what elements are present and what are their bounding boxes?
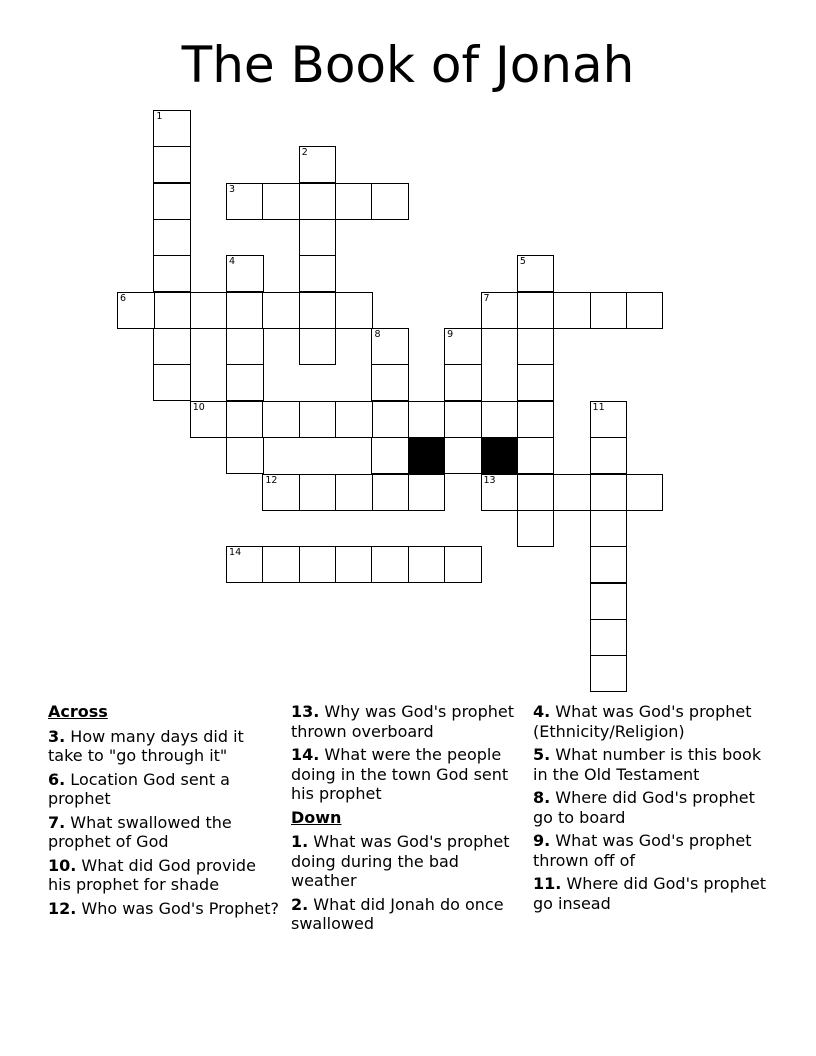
crossword-cell[interactable]: [226, 292, 264, 329]
clues-column-2: [291, 702, 523, 938]
crossword-cell[interactable]: [444, 401, 482, 438]
crossword-cell[interactable]: [590, 583, 628, 620]
crossword-cell[interactable]: [226, 364, 264, 401]
crossword-cell[interactable]: [590, 474, 628, 511]
crossword-cell[interactable]: [371, 401, 409, 438]
crossword-cell[interactable]: [444, 546, 482, 583]
cell-number: 8: [374, 329, 381, 341]
clue-text: What was God's prophet thrown off of: [533, 831, 752, 870]
crossword-cell[interactable]: [371, 474, 409, 511]
cell-number: 3: [229, 183, 236, 195]
crossword-cell[interactable]: [517, 364, 555, 401]
crossword-cell[interactable]: [444, 364, 482, 401]
crossword-cell[interactable]: [153, 328, 191, 365]
crossword-cell[interactable]: [335, 474, 373, 511]
crossword-cell[interactable]: [262, 546, 300, 583]
crossword-cell[interactable]: [262, 401, 300, 438]
cell-number: 6: [120, 292, 127, 304]
crossword-cell[interactable]: [590, 510, 628, 547]
crossword-cell[interactable]: [299, 328, 337, 365]
clue-number: 13.: [291, 702, 320, 721]
crossword-cell[interactable]: [335, 292, 373, 329]
crossword-cell[interactable]: [226, 546, 264, 583]
clue-1-down: [291, 832, 523, 891]
crossword-cell[interactable]: [590, 619, 628, 656]
crossword-cell[interactable]: [335, 546, 373, 583]
crossword-cell[interactable]: [444, 328, 482, 365]
crossword-cell[interactable]: [517, 255, 555, 292]
crossword-cell[interactable]: [226, 183, 264, 220]
crossword-cell[interactable]: [262, 292, 300, 329]
crossword-block: [481, 437, 519, 474]
crossword-cell[interactable]: [626, 474, 664, 511]
cell-number: 9: [447, 329, 454, 341]
crossword-cell[interactable]: [153, 292, 191, 329]
clue-number: 11.: [533, 874, 562, 893]
crossword-cell[interactable]: [299, 292, 337, 329]
clue-text: Where did God's prophet go insead: [533, 874, 766, 913]
crossword-cell[interactable]: [299, 146, 337, 183]
clue-number: 8.: [533, 788, 551, 807]
clue-number: 1.: [291, 832, 309, 851]
clue-6-across: [48, 770, 280, 809]
clue-text: What was God's prophet (Ethnicity/Religion): [533, 702, 752, 741]
clue-number: 9.: [533, 831, 551, 850]
crossword-block: [408, 437, 446, 474]
crossword-cell[interactable]: [517, 510, 555, 547]
crossword-cell[interactable]: [153, 364, 191, 401]
crossword-cell[interactable]: [408, 546, 446, 583]
cell-number: 1: [156, 111, 163, 122]
crossword-cell[interactable]: [481, 474, 519, 511]
clue-text: What number is this book in the Old Testament: [533, 745, 762, 784]
crossword-cell[interactable]: [590, 292, 628, 329]
down-heading: Down: [291, 807, 342, 827]
clue-number: 7.: [48, 812, 66, 832]
crossword-cell[interactable]: [517, 474, 555, 511]
crossword-cell[interactable]: [553, 292, 591, 329]
clue-number: 6.: [48, 769, 66, 789]
clues-column-3: [533, 702, 773, 917]
crossword-cell[interactable]: [190, 292, 228, 329]
crossword-cell[interactable]: [517, 292, 555, 329]
clue-number: 10.: [48, 855, 77, 875]
crossword-cell[interactable]: [299, 401, 337, 438]
clue-text: Who was God's Prophet?: [76, 898, 280, 918]
crossword-cell[interactable]: [153, 183, 191, 220]
crossword-cell[interactable]: [117, 292, 155, 329]
crossword-cell[interactable]: [517, 437, 555, 474]
clue-12-across: [48, 899, 280, 919]
clue-number: 4.: [533, 702, 551, 721]
cell-number: 2: [301, 147, 308, 159]
crossword-cell[interactable]: [408, 474, 446, 511]
cell-number: 13: [483, 474, 496, 486]
crossword-cell[interactable]: [299, 255, 337, 292]
clue-4-down: [533, 702, 773, 741]
clue-text: What was God's prophet doing during the bad weather: [291, 832, 510, 890]
crossword-cell[interactable]: [408, 401, 446, 438]
clue-text: What swallowed the prophet of God: [48, 812, 232, 851]
crossword-cell[interactable]: [153, 146, 191, 183]
clue-3-across: [48, 727, 280, 766]
clue-14-across: [291, 745, 523, 804]
crossword-cell[interactable]: [226, 437, 264, 474]
clue-8-down: [533, 788, 773, 827]
crossword-cell[interactable]: [444, 437, 482, 474]
crossword-cell[interactable]: [153, 255, 191, 292]
clue-7-across: [48, 813, 280, 852]
clue-10-across: [48, 856, 280, 895]
cell-number: 10: [192, 401, 205, 413]
crossword-cell[interactable]: [590, 437, 628, 474]
cell-number: 4: [229, 256, 236, 268]
clue-number: 14.: [291, 745, 320, 764]
crossword-cell[interactable]: [590, 401, 628, 438]
crossword-cell[interactable]: [153, 219, 191, 256]
clue-5-down: [533, 745, 773, 784]
crossword-cell[interactable]: [190, 401, 228, 438]
clue-text: Where did God's prophet go to board: [533, 788, 755, 827]
clue-2-down: [291, 895, 523, 934]
clue-text: What did Jonah do once swallowed: [291, 894, 504, 933]
clue-number: 5.: [533, 745, 551, 764]
crossword-cell[interactable]: [517, 401, 555, 438]
crossword-cell[interactable]: [626, 292, 664, 329]
clue-text: Location God sent a prophet: [48, 769, 230, 808]
crossword-cell[interactable]: [371, 364, 409, 401]
crossword-cell[interactable]: [262, 474, 300, 511]
crossword-cell[interactable]: [335, 183, 373, 220]
clues-column-1: [48, 702, 280, 922]
cell-number: 5: [519, 256, 526, 268]
clue-9-down: [533, 831, 773, 870]
page-title: The Book of Jonah: [181, 36, 635, 94]
clue-13-across: [291, 702, 523, 741]
crossword-cell[interactable]: [481, 292, 519, 329]
cell-number: 11: [592, 401, 605, 413]
clue-text: What did God provide his prophet for shade: [48, 855, 256, 894]
crossword-cell[interactable]: [335, 401, 373, 438]
crossword-cell[interactable]: [226, 328, 264, 365]
crossword-cell[interactable]: [553, 474, 591, 511]
clue-text: How many days did it take to "go through it": [48, 726, 244, 765]
crossword-cell[interactable]: [371, 183, 409, 220]
clue-11-down: [533, 874, 773, 913]
crossword-cell[interactable]: [371, 546, 409, 583]
cell-number: 7: [483, 292, 490, 304]
crossword-cell[interactable]: [299, 474, 337, 511]
crossword-cell[interactable]: [262, 183, 300, 220]
crossword-cell[interactable]: [590, 655, 628, 692]
crossword-cell[interactable]: [517, 328, 555, 365]
cell-number: 12: [265, 474, 278, 486]
crossword-cell[interactable]: [371, 328, 409, 365]
clue-number: 12.: [48, 898, 77, 918]
crossword-cell[interactable]: [226, 255, 264, 292]
crossword-cell[interactable]: [590, 546, 628, 583]
clue-text: Why was God's prophet thrown overboard: [291, 702, 515, 741]
crossword-cell[interactable]: [226, 401, 264, 438]
crossword-cell[interactable]: [299, 219, 337, 256]
clue-number: 3.: [48, 726, 66, 746]
crossword-cell[interactable]: [481, 401, 519, 438]
crossword-cell[interactable]: [299, 183, 337, 220]
crossword-cell[interactable]: [371, 437, 409, 474]
across-heading: Across: [48, 702, 108, 721]
clue-number: 2.: [291, 894, 309, 914]
clue-text: What were the people doing in the town God sent his prophet: [291, 745, 509, 803]
crossword-cell[interactable]: [153, 110, 191, 147]
crossword-cell[interactable]: [299, 546, 337, 583]
cell-number: 14: [229, 547, 242, 559]
